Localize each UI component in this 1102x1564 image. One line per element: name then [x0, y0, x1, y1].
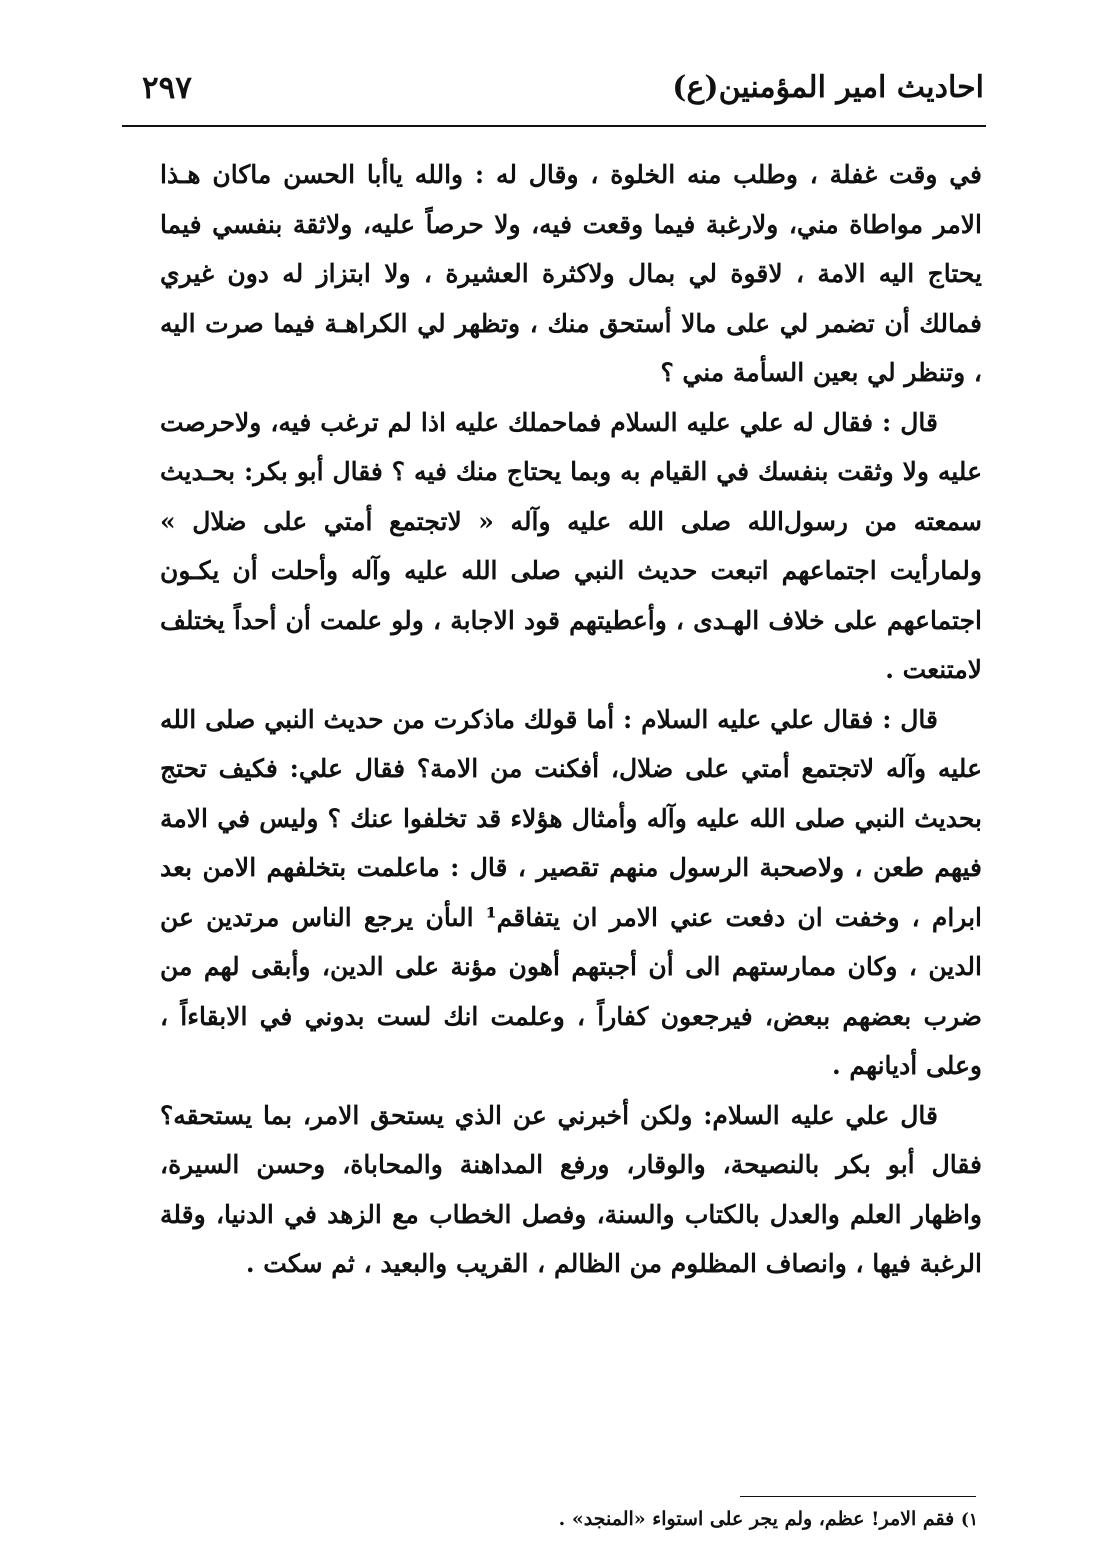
- page-number: ٢٩٧: [142, 70, 192, 106]
- footnote-divider: [740, 1496, 976, 1497]
- paragraph-2: قال : فقال له علي عليه السلام فماحملك عليه اذا لم ترغب فيه، ولاحرصت عليه ولا وثقت بنفسك في القيام به وبما يحتاج منك فيه ؟ فقال أبو بكر: بحـديث سمعته من رسول‌الله صلى الله عليه وآله « لاتجتمع أمتي على ضلال » ولمارأيت اجتماعهم اتبعت حديث النبي صلى الله عليه وآله وأحلت أن يكـون اجتماعهم على خلاف الهـدى ، وأعطيتهم قود الاجابة ، ولو علمت أن أحداً يختلف لامتنعت .: [160, 407, 982, 684]
- footnote-marker: ١): [960, 1510, 978, 1530]
- header-divider: [122, 125, 986, 127]
- page-header: [122, 62, 984, 126]
- paragraph-4: قال علي عليه السلام: ولكن أخبرني عن الذي يستحق الامر، بما يستحقه؟ فقال أبو بكر بالنصيحة، والوقار، ورفع المداهنة والمحاباة، وحسن السيرة، واظهار العلم والعدل بالكتاب والسنة، وفصل الخطاب مع الزهد في الدنيا، وقلة الرغبة فيها ، وانصاف المظلوم من الظالم ، القريب والبعيد ، ثم سكت .: [160, 1100, 982, 1278]
- body-text: [160, 150, 982, 1289]
- paragraph-3: قال : فقال علي عليه السلام : أما قولك ماذكرت من حديث النبي صلى الله عليه وآله لاتجتمع أمتي على ضلال، أفكنت من الامة؟ فقال علي: فكيف تحتج بحديث النبي صلى الله عليه وآله وأمثال هؤلاء قد تخلفوا عنك ؟ وليس في الامة فيهم طعن ، ولاصحبة الرسول منهم تقصير ، قال : ماعلمت بتخلفهم الامن بعد ابرام ، وخفت ان دفعت عني الامر ان يتفاقم¹ الىأن يرجع الناس مرتدين عن الدين ، وكان ممارستهم الى أن أجبتهم أهون مؤنة على الدين، وأبقى لهم من ضرب بعضهم ببعض، فيرجعون كفاراً ، وعلمت انك لست بدوني في الابقاءاً ، وعلى أديانهم .: [160, 704, 982, 1080]
- footnote-text: فقم الامر! عظم، ولم يجر على استواء «المنجد» .: [558, 1508, 955, 1530]
- running-title: احاديث امير المؤمنين(ع): [672, 70, 984, 105]
- paragraph-1: في وقت غفلة ، وطلب منه الخلوة ، وقال له : والله ياأبا الحسن ماكان هـذا الامر مواطاة مني، ولارغبة فيما وقعت فيه، ولا حرصاً عليه، ولاثقة بنفسي فيما يحتاج اليه الامة ، لاقوة لي بمال ولاكثرة العشيرة ، ولا ابتزاز له دون غيري فمالك أن تضمر لي على مالا أستحق منك ، وتظهر لي الكراهـة فيما صرت اليه ، وتنظر لي بعين السأمة مني ؟: [160, 160, 982, 387]
- footnote: [380, 1508, 978, 1530]
